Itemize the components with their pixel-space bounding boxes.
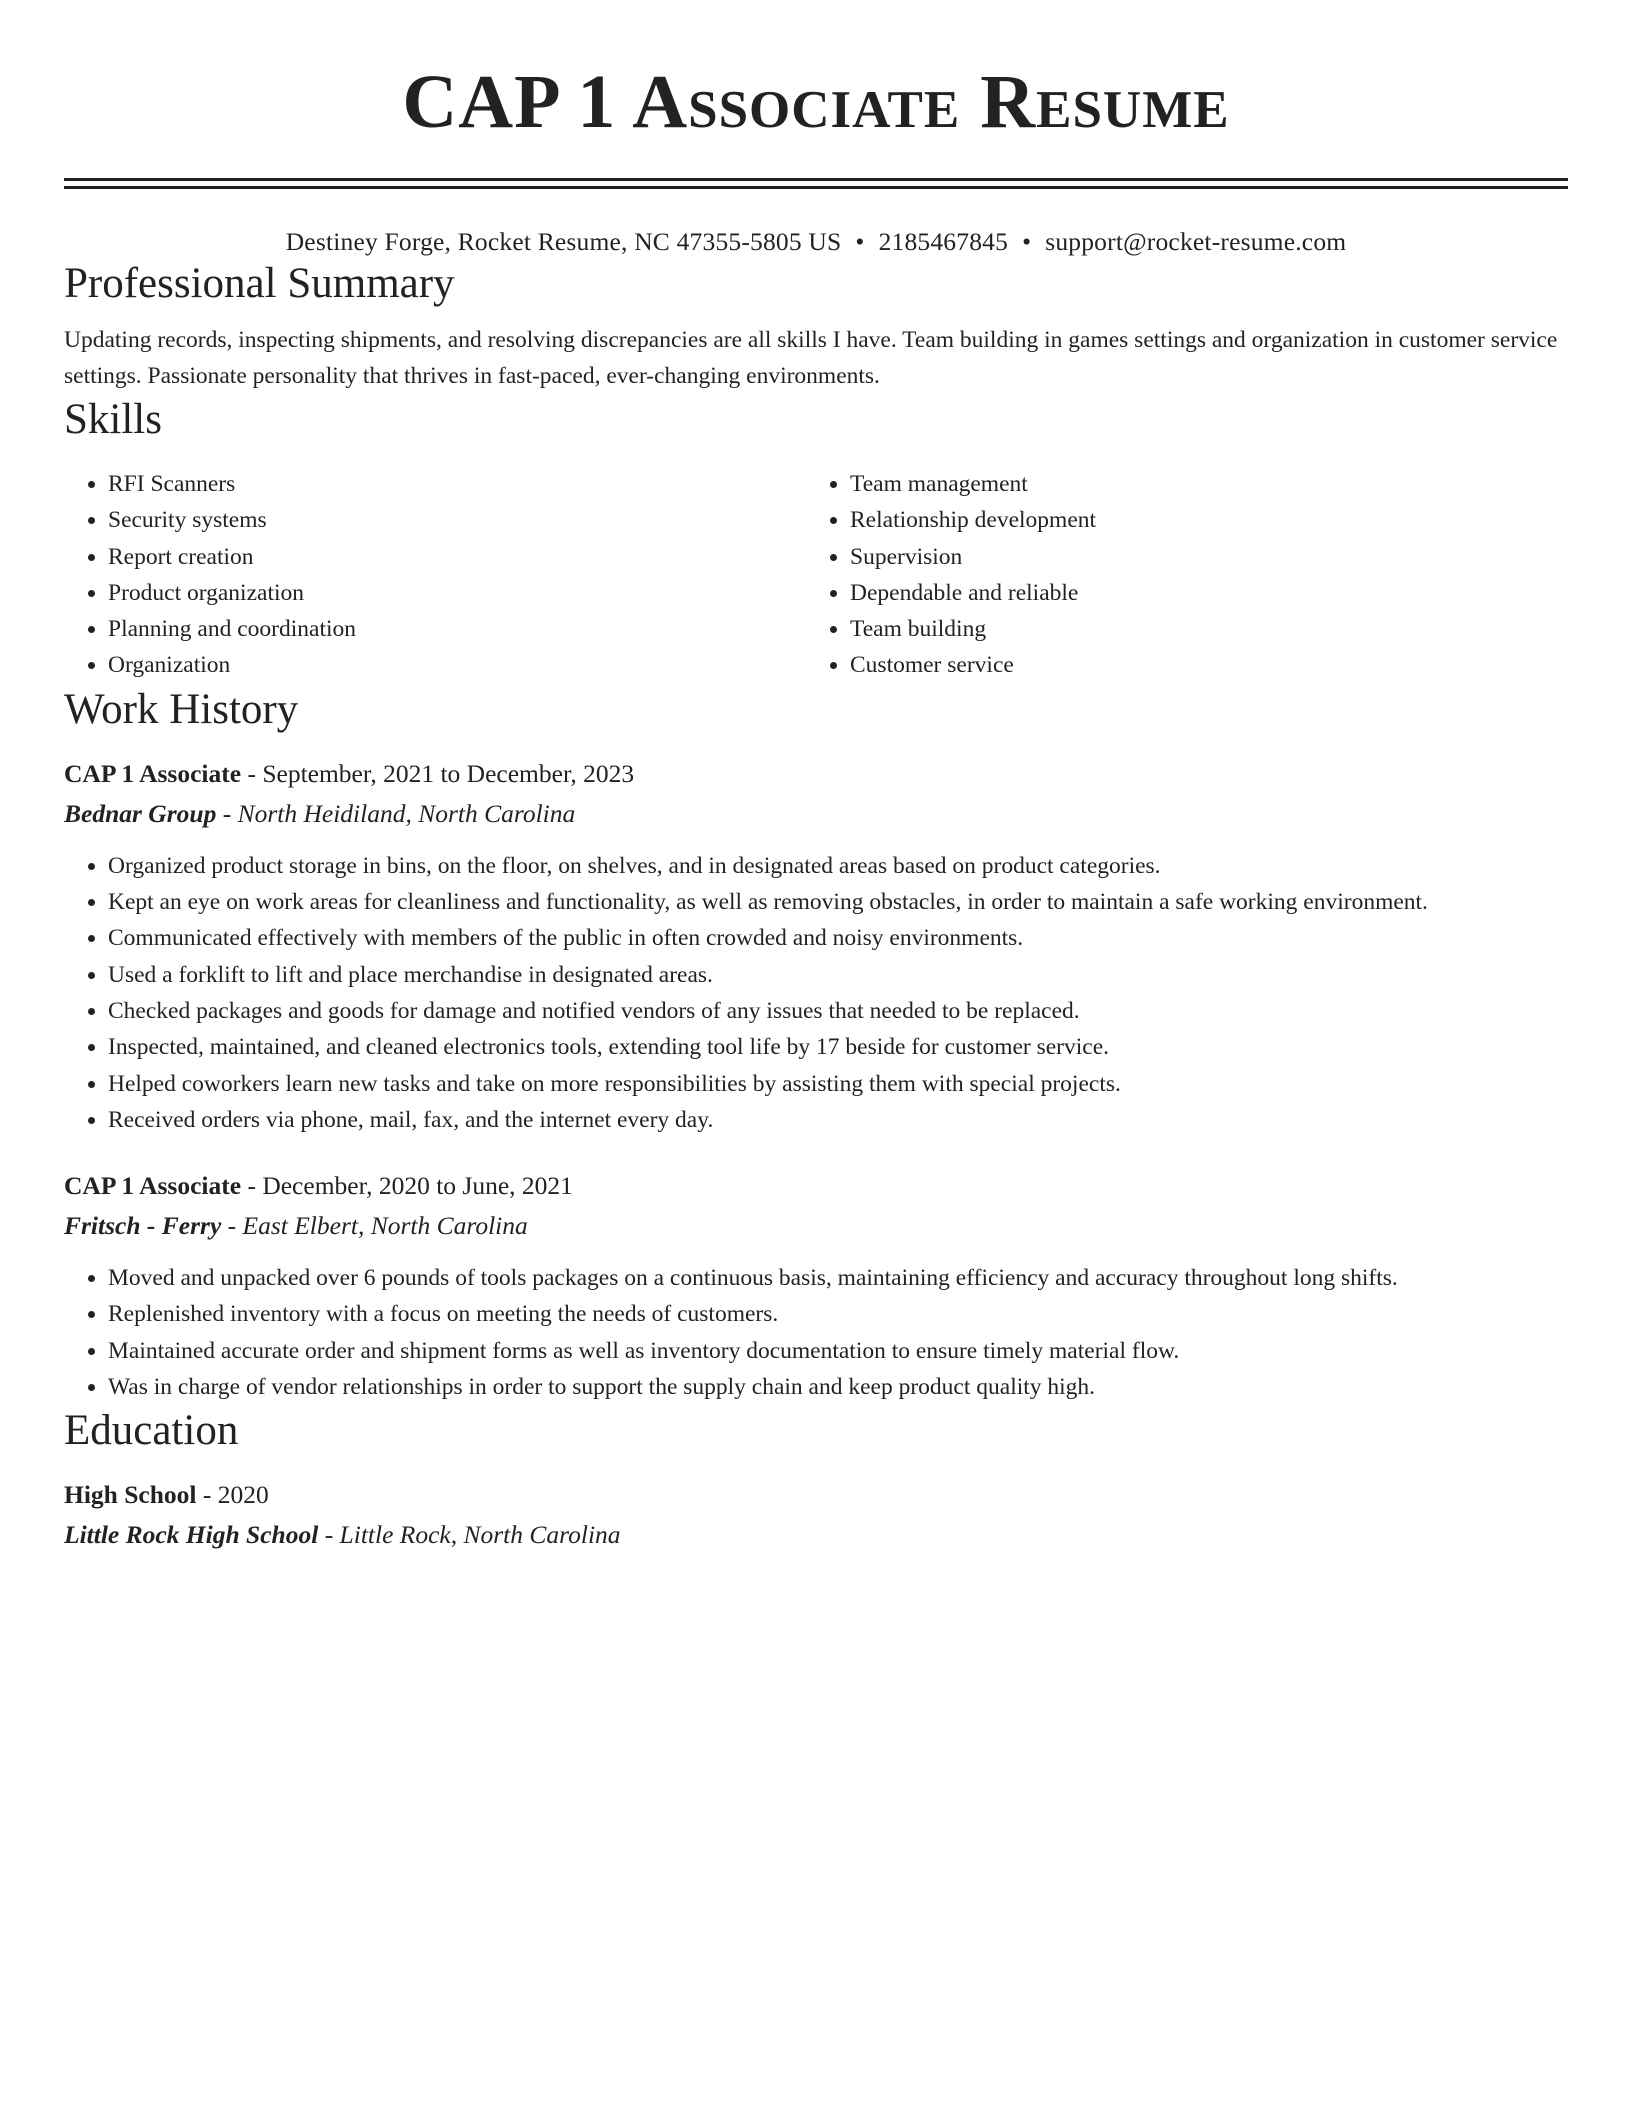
skill-item: • Team management [850,466,1568,502]
education-school: Little Rock High School [64,1520,319,1550]
contact-email: support@rocket-resume.com [1045,227,1347,256]
contact-phone: 2185467845 [878,227,1009,256]
skill-item: • Planning and coordination [108,611,806,647]
summary-heading: Professional Summary [64,260,455,307]
job-bullet: • Communicated effectively with members of the public in often crowded and noisy environments. [108,920,1568,956]
job-title: CAP 1 Associate [64,758,242,788]
work-history-heading: Work History [64,685,299,733]
job-company-line [64,1206,1568,1246]
job-dates: - September, 2021 to December, 2023 [241,758,635,788]
skills-heading: Skills [64,396,162,443]
education-degree-line [64,1475,1568,1515]
education-school-line [64,1515,1568,1555]
skills-column-right [806,466,1568,684]
skill-item: • Report creation [108,539,806,575]
job-entry [64,1166,1568,1405]
job-title: CAP 1 Associate [64,1171,242,1201]
job-bullet: • Kept an eye on work areas for cleanliness and functionality, as well as removing obstacles, in order to maintain a safe working environment. [108,884,1568,920]
job-bullet: • Inspected, maintained, and cleaned electronics tools, extending tool life by 17 beside for customer service. [108,1029,1568,1065]
resume-title: CAP 1 Associate Resume [402,60,1230,144]
job-entry [64,754,1568,1138]
job-location: - North Heidiland, North Carolina [216,798,576,828]
job-bullet: • Maintained accurate order and shipment forms as well as inventory documentation to ensure timely material flow. [108,1333,1568,1369]
job-bullet: • Moved and unpacked over 6 pounds of tools packages on a continuous basis, maintaining efficiency and accuracy throughout long shifts. [108,1260,1568,1296]
skills-column-left [64,466,806,684]
job-bullet: • Used a forklift to lift and place merchandise in designated areas. [108,957,1568,993]
education-location: - Little Rock, North Carolina [318,1520,621,1550]
skill-item: • Security systems [108,502,806,538]
job-bullet: • Helped coworkers learn new tasks and take on more responsibilities by assisting them with special projects. [108,1066,1568,1102]
education-year: - 2020 [196,1480,269,1510]
job-company: Fritsch - Ferry [64,1211,222,1241]
title-divider-bottom [64,186,1568,189]
job-bullet: • Organized product storage in bins, on the floor, on shelves, and in designated areas based on product categories. [108,848,1568,884]
job-title-line [64,1166,1568,1206]
job-company: Bednar Group [64,798,217,828]
education-heading: Education [64,1407,239,1455]
job-bullets [64,848,1568,1138]
contact-separator: • [855,227,865,256]
job-bullets [64,1260,1568,1405]
skill-item: • Product organization [108,575,806,611]
job-dates: - December, 2020 to June, 2021 [241,1171,573,1201]
summary-text: Updating records, inspecting shipments, and resolving discrepancies are all skills I have. Team building in games settings and organization in customer service settings. Passionate personality that thrives in fast-paced, ever-changing environments. [64,327,1558,389]
title-divider-top [64,178,1568,181]
skill-item: • Dependable and reliable [850,575,1568,611]
contact-line [64,226,1568,258]
contact-separator: • [1022,227,1032,256]
job-bullet: • Checked packages and goods for damage and notified vendors of any issues that needed to be replaced. [108,993,1568,1029]
skill-item: • Supervision [850,539,1568,575]
education-degree: High School [64,1480,197,1510]
job-title-line [64,754,1568,794]
education-entry [64,1475,1568,1555]
skill-item: • Team building [850,611,1568,647]
skills-list [64,466,1568,684]
job-bullet: • Received orders via phone, mail, fax, and the internet every day. [108,1102,1568,1138]
skill-item: • Relationship development [850,502,1568,538]
skill-item: • Customer service [850,647,1568,683]
job-bullet: • Replenished inventory with a focus on meeting the needs of customers. [108,1296,1568,1332]
job-location: - East Elbert, North Carolina [221,1211,528,1241]
job-bullet: • Was in charge of vendor relationships in order to support the supply chain and keep product quality high. [108,1369,1568,1405]
skill-item: • Organization [108,647,806,683]
contact-address: Destiney Forge, Rocket Resume, NC 47355-5805 US [285,227,842,256]
skill-item: • RFI Scanners [108,466,806,502]
job-company-line [64,794,1568,834]
